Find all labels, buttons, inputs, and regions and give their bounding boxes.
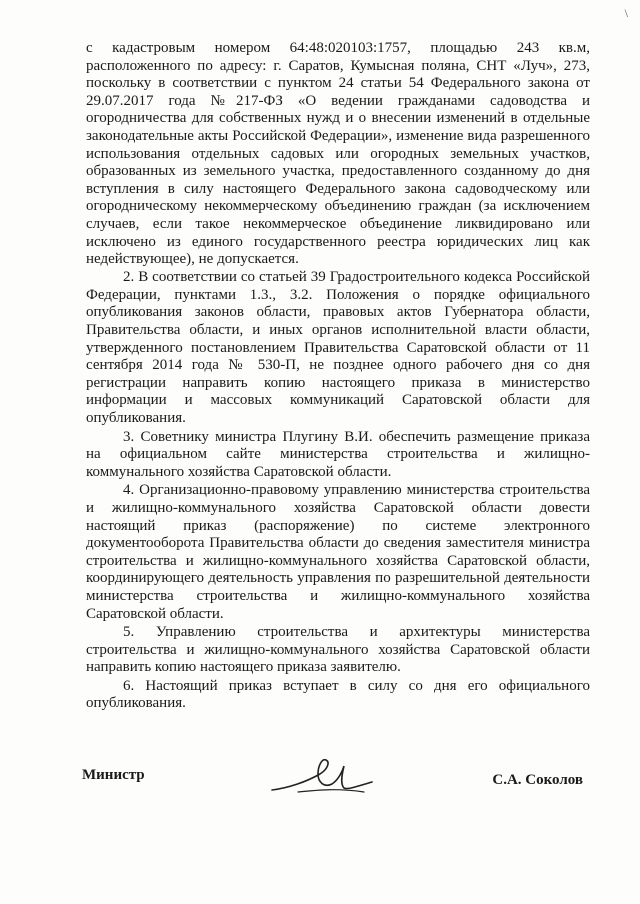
signature-block	[0, 760, 640, 810]
position-title: Министр	[82, 767, 145, 783]
corner-mark: \	[624, 6, 628, 20]
paragraph-3: 3. Советнику министра Плугину В.И. обеспечить размещение приказа на официальном сайте министерства строительства и жилищно-коммунального хозяйства Саратовской области.	[86, 428, 590, 480]
paragraph-6: 6. Настоящий приказ вступает в силу со дня его официального опубликования.	[86, 677, 590, 712]
document-body	[86, 40, 590, 713]
signer-name: С.А. Соколов	[492, 772, 583, 788]
handwritten-signature	[268, 752, 378, 802]
paragraph-4: 4. Организационно-правовому управлению министерства строительства и жилищно-коммунального хозяйства Саратовской области довести настоящий приказ (распоряжение) по системе электронного документооборота Правительства области до сведения заместителя министра строительства и жилищно-коммунального хозяйства Саратовской области, координирующего деятельность управления по разрешительной деятельности министерства строительства и жилищно-коммунального хозяйства Саратовской области.	[86, 482, 590, 622]
paragraph-2: 2. В соответствии со статьей 39 Градостроительного кодекса Российской Федерации, пунктами 1.3., 3.2. Положения о порядке официального опубликования законов области, правовых актов Губернатора области, Правительства области, и иных органов исполнительной власти области, утвержденного постановлением Правительства Саратовской области от 11 сентября 2014 года № 530-П, не позднее одного рабочего дня со дня регистрации направить копию настоящего приказа в министерство информации и массовых коммуникаций Саратовской области для опубликования.	[86, 269, 590, 426]
paragraph-1-continuation: с кадастровым номером 64:48:020103:1757, площадью 243 кв.м, расположенного по адресу: г. Саратов, Кумысная поляна, СНТ «Луч», 273, поскольку в соответствии с пунктом 24 статьи 54 Федерального закона от 29.07.2017 года №217-ФЗ «О ведении гражданами садоводства и огородничества для собственных нужд и о внесении изменений в отдельные законодательные акты Российской Федерации», изменение вида разрешенного использования отдельных садовых или огородных земельных участков, образованных из земельного участка, предоставленного созданному до дня вступления в силу настоящего Федерального закона садоводческому или огородническому некоммерческому объединению граждан (за исключением случаев, если такое некоммерческое объединение ликвидировано или исключено из единого государственного реестра юридических лиц как недействующее), не допускается.	[86, 40, 590, 268]
paragraph-5: 5. Управлению строительства и архитектуры министерства строительства и жилищно-коммунального хозяйства Саратовской области направить копию настоящего приказа заявителю.	[86, 624, 590, 676]
